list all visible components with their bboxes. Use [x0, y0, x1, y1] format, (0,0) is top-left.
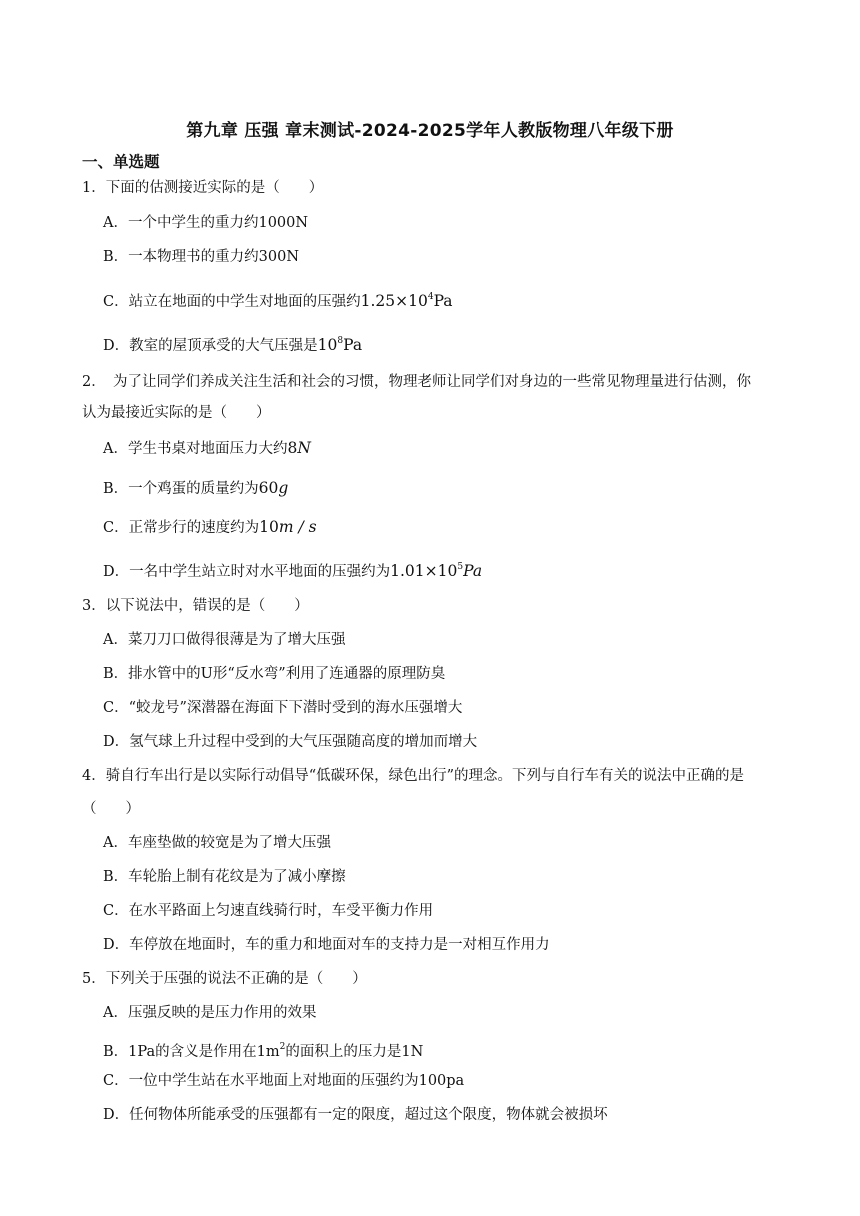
- question-3-option-b: B．排水管中的U形“反水弯”利用了连通器的原理防臭: [103, 666, 446, 682]
- question-1-option-c: [103, 287, 453, 312]
- math-exponent: 8: [337, 336, 344, 346]
- math-unit: Pa: [463, 562, 483, 580]
- question-4-option-d: D．车停放在地面时，车的重力和地面对车的支持力是一对相互作用力: [103, 937, 550, 953]
- question-5-option-c: C．一位中学生站在水平地面上对地面的压强约为100pa: [103, 1073, 465, 1089]
- option-text: C．站立在地面的中学生对地面的压强约: [103, 294, 361, 310]
- section-heading: 一、单选题: [82, 153, 160, 171]
- question-2-option-b: [103, 478, 288, 499]
- math-exponent: 4: [427, 292, 434, 302]
- math-value: 10: [259, 518, 279, 536]
- question-2-stem: 2． 为了让同学们养成关注生活和社会的习惯，物理老师让同学们对身边的一些常见物理量进行估测，你: [82, 374, 751, 390]
- math-base: 1.01×10: [390, 562, 458, 580]
- question-4-stem-cont: （ ）: [82, 801, 140, 817]
- question-4-option-c: C．在水平路面上匀速直线骑行时，车受平衡力作用: [103, 903, 434, 919]
- question-4-stem: 4．骑自行车出行是以实际行动倡导“低碳环保，绿色出行”的理念。下列与自行车有关的说法中正确的是: [82, 768, 745, 784]
- math-unit: N: [297, 439, 311, 457]
- question-4-option-a: A．车座垫做的较宽是为了增大压强: [103, 835, 331, 851]
- math-base: 1.25×10: [360, 292, 428, 310]
- math-exponent: 5: [457, 562, 464, 572]
- math-exponent: 2: [279, 1042, 286, 1052]
- question-3-option-a: A．菜刀刀口做得很薄是为了增大压强: [103, 632, 346, 648]
- math-unit: Pa: [343, 336, 363, 354]
- question-1-option-a: A．一个中学生的重力约1000N: [103, 215, 309, 231]
- option-text: 的面积上的压力是1N: [285, 1044, 424, 1060]
- math-value: 60: [258, 479, 279, 497]
- question-2-option-a: [103, 438, 311, 459]
- option-text: A．学生书桌对地面压力大约: [103, 441, 288, 457]
- math-value: 8: [287, 439, 298, 457]
- question-5-option-d: D．任何物体所能承受的压强都有一定的限度，超过这个限度，物体就会被损坏: [103, 1107, 608, 1123]
- question-3-stem: 3．以下说法中，错误的是（ ）: [82, 598, 309, 614]
- question-1-option-b: B．一本物理书的重力约300N: [103, 249, 300, 265]
- question-2-option-d: [103, 557, 482, 582]
- question-2-stem-cont: 认为最接近实际的是（ ）: [82, 405, 271, 421]
- option-text: B．1Pa的含义是作用在1m: [103, 1044, 280, 1060]
- question-5-option-a: A．压强反映的是压力作用的效果: [103, 1005, 317, 1021]
- option-text: B．一个鸡蛋的质量约为: [103, 481, 259, 497]
- question-1-option-d: [103, 331, 362, 356]
- page-title: 第九章 压强 章末测试-2024-2025学年人教版物理八年级下册: [186, 121, 674, 141]
- math-unit: g: [278, 479, 289, 497]
- question-5-stem: 5．下列关于压强的说法不正确的是（ ）: [82, 971, 367, 987]
- question-5-option-b: [103, 1037, 423, 1062]
- question-1-stem: 1．下面的估测接近实际的是（ ）: [82, 180, 324, 196]
- option-text: D．一名中学生站立时对水平地面的压强约为: [103, 564, 391, 580]
- math-unit: m / s: [278, 518, 317, 536]
- question-3-option-d: D．氢气球上升过程中受到的大气压强随高度的增加而增大: [103, 734, 478, 750]
- math-unit: Pa: [433, 292, 453, 310]
- math-base: 10: [317, 336, 338, 354]
- question-2-option-c: [103, 517, 317, 538]
- option-text: C．正常步行的速度约为: [103, 520, 260, 536]
- option-text: D．教室的屋顶承受的大气压强是: [103, 338, 318, 354]
- question-3-option-c: C．“蛟龙号”深潜器在海面下下潜时受到的海水压强增大: [103, 700, 463, 716]
- question-4-option-b: B．车轮胎上制有花纹是为了减小摩擦: [103, 869, 346, 885]
